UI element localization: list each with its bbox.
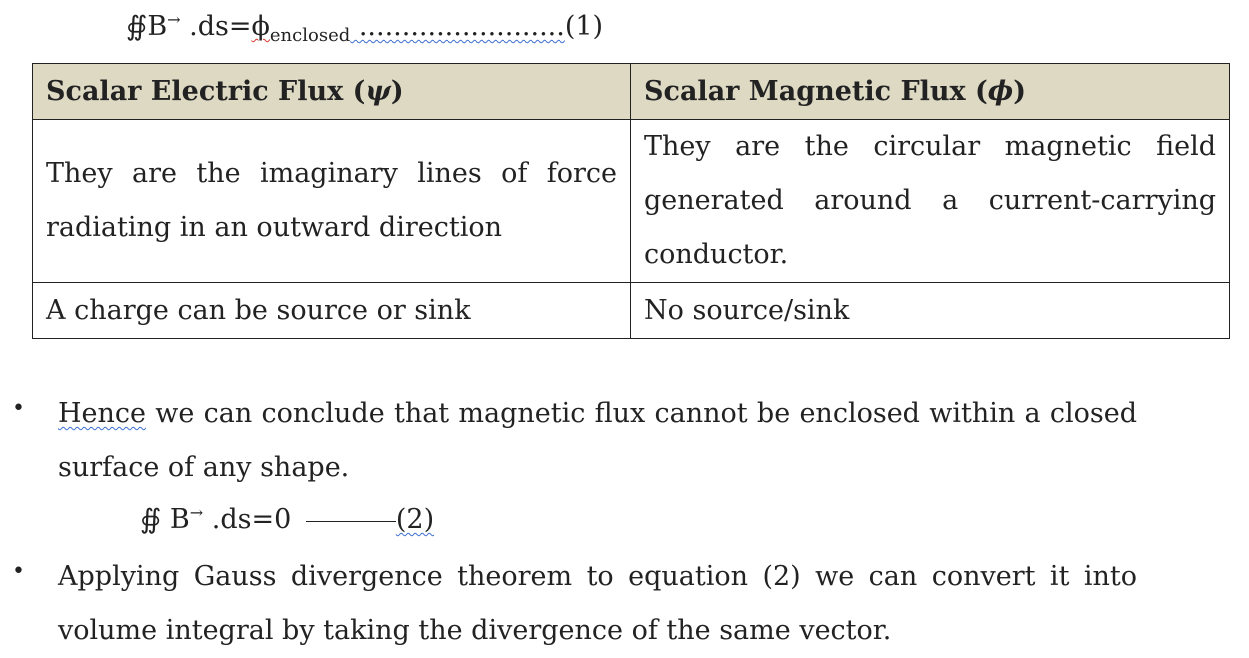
table-cell: No source/sink	[631, 283, 1230, 339]
phi-symbol: ϕ	[251, 11, 270, 42]
paragraph-text: we can conclude that magnetic flux cannot be enclosed within a closed surface of any shape.	[58, 398, 1137, 483]
psi-symbol: ψ	[365, 76, 391, 107]
equation-2	[140, 503, 434, 535]
b-vector: B	[147, 11, 168, 42]
phi-subscript: enclosed	[269, 25, 351, 46]
equation-1	[126, 10, 603, 46]
vector-arrow: →	[189, 503, 204, 522]
equation-number: (2)	[395, 504, 435, 535]
header-text: Scalar Magnetic Flux (	[644, 76, 988, 107]
bullet-icon: •	[12, 559, 25, 584]
flux-comparison-table	[32, 63, 1230, 339]
header-electric-flux	[33, 64, 631, 120]
table-cell: They are the circular magnetic field generated around a current-carrying conductor.	[631, 120, 1230, 283]
header-close: )	[390, 76, 404, 107]
equation-dash-line	[306, 521, 396, 522]
equation-leader: ........................	[350, 11, 565, 42]
equation-number: (1)	[564, 11, 604, 42]
header-close: )	[1013, 76, 1026, 107]
vector-arrow: →	[167, 10, 181, 29]
surface-integral-symbol: ∯	[140, 504, 162, 535]
bullet-paragraph-2: Applying Gauss divergence theorem to equation (2) we can convert it into volume integral by taking the divergence of the same vector.	[58, 561, 1137, 646]
header-text: Scalar Electric Flux (	[46, 76, 366, 107]
surface-integral-symbol: ∯	[126, 11, 148, 42]
equation-middle: .ds=0	[203, 504, 300, 535]
table-header-row	[33, 64, 1230, 120]
bullet-paragraph-1	[58, 387, 1137, 495]
phi-enclosed	[251, 11, 351, 46]
equation-middle: .ds=	[180, 11, 252, 42]
table-row	[33, 120, 1230, 283]
bullet-icon: •	[12, 396, 25, 421]
underlined-word: Hence	[58, 398, 147, 429]
table-cell: They are the imaginary lines of force radiating in an outward direction	[33, 120, 631, 283]
table-row	[33, 283, 1230, 339]
phi-symbol: ϕ	[987, 76, 1014, 107]
table-cell: A charge can be source or sink	[33, 283, 631, 339]
b-vector: B	[161, 504, 190, 535]
header-magnetic-flux	[631, 64, 1230, 120]
